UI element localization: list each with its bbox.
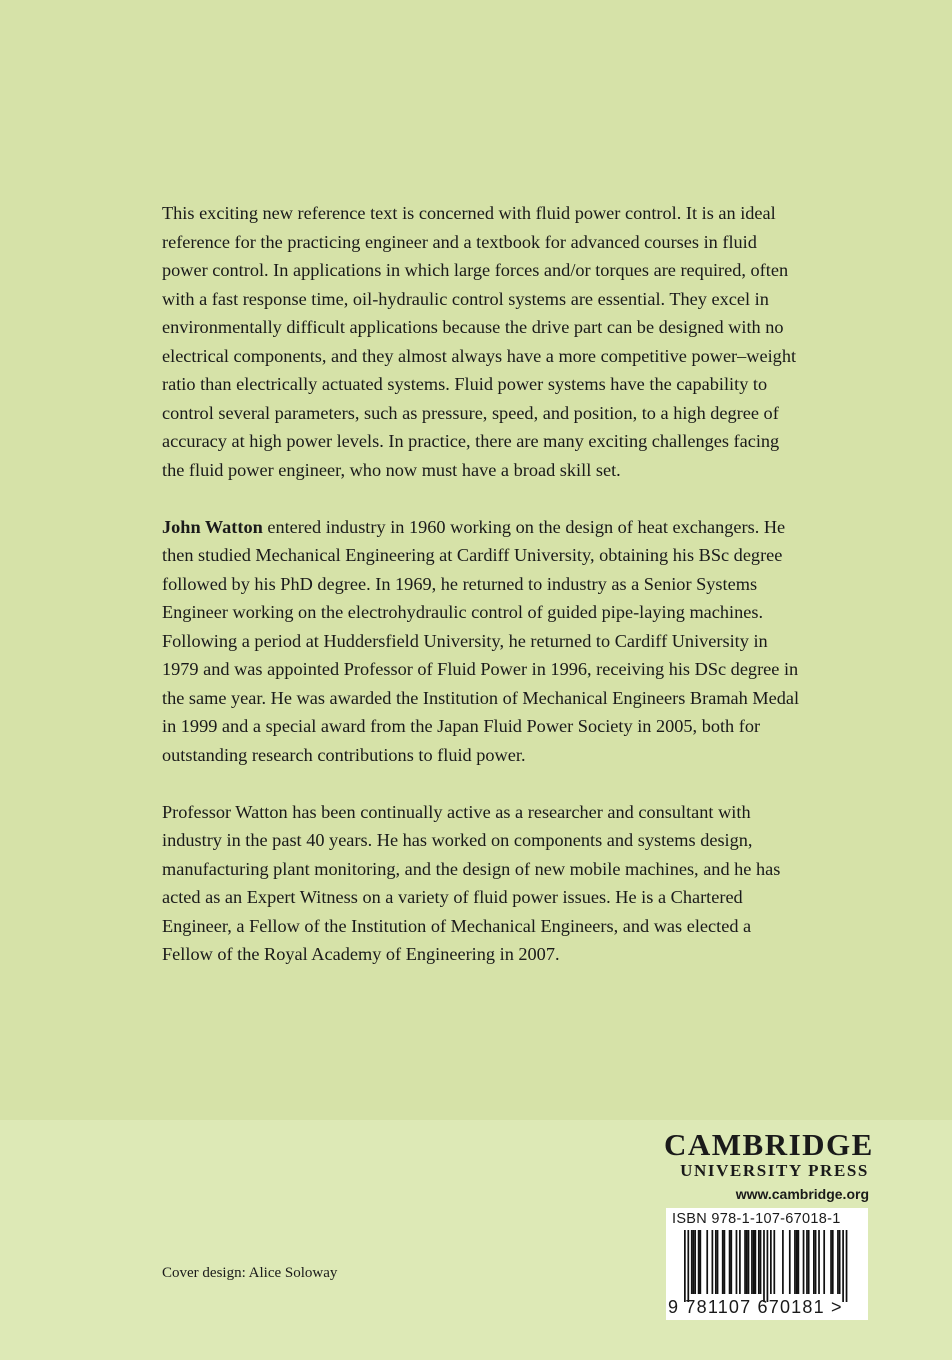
- barcode-bar: [815, 1230, 817, 1294]
- publisher-name: CAMBRIDGE: [664, 1127, 874, 1162]
- barcode-bar: [803, 1230, 805, 1294]
- barcode-bar: [722, 1230, 724, 1294]
- author-name: John Watton: [162, 516, 263, 537]
- blurb-paragraph-description: This exciting new reference text is concerned with fluid power control. It is an ideal reference for the practicing engineer and a textbook for advanced courses in fluid power control. In applications in which large forces and/or torques are required, often with a fast response time, oil-hydraulic control systems are essential. They excel in environmentally difficult applications because the drive part can be designed with no electrical components, and they almost always have a more competitive power–weight ratio than electrically actuated systems. Fluid power systems have the capability to control several parameters, such as pressure, speed, and position, to a high degree of accuracy at high power levels. In practice, there are many exciting challenges facing the fluid power engineer, who now must have a broad skill set.: [162, 203, 797, 480]
- barcode-bar: [773, 1230, 775, 1294]
- barcode-bar: [755, 1230, 757, 1294]
- barcode-bar: [706, 1230, 708, 1294]
- barcode-bar: [770, 1230, 772, 1294]
- barcode-bar: [763, 1230, 765, 1302]
- barcode-bar: [746, 1230, 748, 1294]
- barcode-bar: [717, 1230, 719, 1294]
- barcode-bar: [806, 1230, 808, 1294]
- barcode-bar: [782, 1230, 784, 1294]
- barcode-bar: [760, 1230, 762, 1294]
- barcode-bar: [839, 1230, 841, 1294]
- barcode-bar: [729, 1230, 731, 1294]
- barcode-bar: [753, 1230, 755, 1294]
- barcode-bar: [698, 1230, 700, 1294]
- isbn-barcode: [666, 1208, 868, 1320]
- blurb-paragraph-author-career: Professor Watton has been continually active as a researcher and consultant with industry in the past 40 years. He has worked on components and systems design, manufacturing plant monitoring, and the design of new mobile machines, and he has acted as an Expert Witness on a variety of fluid power issues. He is a Chartered Engineer, a Fellow of the Institution of Mechanical Engineers, and was elected a Fellow of the Royal Academy of Engineering in 2007.: [162, 801, 781, 964]
- barcode-bar: [684, 1230, 686, 1302]
- barcode-bar: [813, 1230, 815, 1294]
- barcode-bar: [798, 1230, 800, 1294]
- barcode-bar: [687, 1230, 689, 1302]
- author-bio-text: entered industry in 1960 working on the design of heat exchangers. He then studied Mechanical Engineering at Cardiff University, obtaining his BSc degree followed by his PhD degree. In 1969, he returned to industry as a Senior Systems Engineer working on the electrohydraulic control of guided pipe-laying machines. Following a period at Huddersfield University, he returned to Cardiff University in 1979 and was appointed Professor of Fluid Power in 1996, receiving his DSc degree in the same year. He was awarded the Institution of Mechanical Engineers Bramah Medal in 1999 and a special award from the Japan Fluid Power Society in 2005, both for outstanding research contributions to fluid power.: [162, 516, 800, 765]
- blurb-paragraph-author-bio: [162, 513, 802, 770]
- barcode-bar: [830, 1230, 832, 1294]
- barcode-bar: [748, 1230, 750, 1294]
- barcode-bar: [758, 1230, 760, 1294]
- isbn-label: ISBN 978-1-107-67018-1: [672, 1211, 841, 1227]
- publisher-website: www.cambridge.org: [735, 1186, 869, 1202]
- barcode-bar: [823, 1230, 825, 1294]
- barcode-bars: [684, 1230, 864, 1302]
- back-cover-blurb: [162, 199, 802, 997]
- barcode-bar: [693, 1230, 695, 1294]
- barcode-bar: [751, 1230, 753, 1294]
- publisher-block: [664, 1127, 874, 1205]
- barcode-bar: [837, 1230, 839, 1294]
- barcode-bar: [808, 1230, 810, 1294]
- barcode-bar: [832, 1230, 834, 1294]
- barcode-bar: [694, 1230, 696, 1294]
- barcode-bar: [767, 1230, 769, 1302]
- barcode-bar: [724, 1230, 726, 1294]
- barcode-bar: [818, 1230, 820, 1294]
- barcode-bar: [712, 1230, 714, 1294]
- barcode-digits: 9 781107 670181 >: [668, 1297, 843, 1317]
- barcode-bar: [796, 1230, 798, 1294]
- barcode-bar: [699, 1230, 701, 1294]
- barcode-bar: [789, 1230, 791, 1294]
- barcode-bar: [715, 1230, 717, 1294]
- cover-design-credit: Cover design: Alice Soloway: [162, 1265, 338, 1281]
- barcode-bar: [842, 1230, 844, 1302]
- barcode-bar: [730, 1230, 732, 1294]
- barcode-bar: [691, 1230, 693, 1294]
- barcode-bar: [794, 1230, 796, 1294]
- barcode-bar: [739, 1230, 741, 1294]
- barcode-bar: [846, 1230, 848, 1302]
- barcode-bar: [744, 1230, 746, 1294]
- publisher-subname: UNIVERSITY PRESS: [680, 1161, 869, 1180]
- barcode-bar: [736, 1230, 738, 1294]
